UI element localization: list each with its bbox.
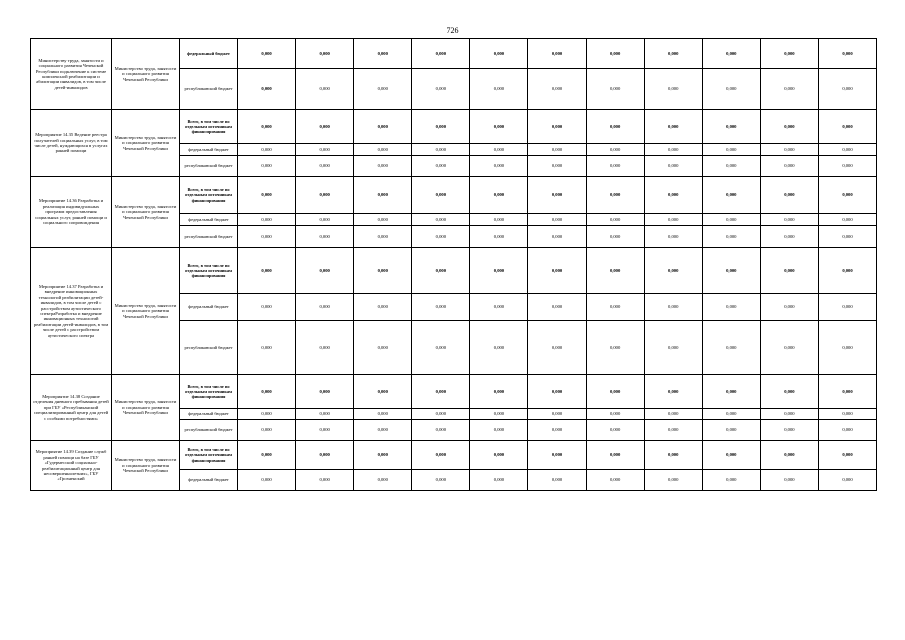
value-cell: 0,000 bbox=[760, 294, 818, 321]
value-cell: 0,000 bbox=[528, 248, 586, 294]
value-cell: 0,000 bbox=[586, 420, 644, 441]
value-cell: 0,000 bbox=[470, 214, 528, 226]
measure-cell: Министерству труда, занятости и социального развития Чеченской Республики подключение к системе комплексной реабилитации и абилитации инвалидов, в том числе детей-инвалидов bbox=[31, 39, 112, 110]
value-cell: 0,000 bbox=[760, 441, 818, 470]
table-row bbox=[31, 248, 877, 294]
funding-source-cell: федеральный бюджет bbox=[180, 470, 238, 491]
value-cell: 0,000 bbox=[760, 409, 818, 420]
value-cell: 0,000 bbox=[354, 156, 412, 177]
value-cell: 0,000 bbox=[354, 177, 412, 214]
value-cell: 0,000 bbox=[702, 144, 760, 156]
value-cell: 0,000 bbox=[296, 226, 354, 248]
value-cell: 0,000 bbox=[644, 441, 702, 470]
value-cell: 0,000 bbox=[528, 470, 586, 491]
value-cell: 0,000 bbox=[818, 294, 876, 321]
value-cell: 0,000 bbox=[586, 177, 644, 214]
value-cell: 0,000 bbox=[238, 294, 296, 321]
value-cell: 0,000 bbox=[644, 409, 702, 420]
value-cell: 0,000 bbox=[412, 248, 470, 294]
value-cell: 0,000 bbox=[644, 294, 702, 321]
value-cell: 0,000 bbox=[644, 144, 702, 156]
value-cell: 0,000 bbox=[586, 39, 644, 69]
funding-source-cell: Всего, в том числе по отдельным источникам финансирования bbox=[180, 441, 238, 470]
value-cell: 0,000 bbox=[412, 156, 470, 177]
value-cell: 0,000 bbox=[702, 69, 760, 110]
value-cell: 0,000 bbox=[760, 248, 818, 294]
measure-cell: Мероприятие 14.36 Разработка и реализация индивидуальных программ предоставления социальных услуг, ранней помощи и социального сопровождения bbox=[31, 177, 112, 248]
value-cell: 0,000 bbox=[412, 294, 470, 321]
value-cell: 0,000 bbox=[412, 420, 470, 441]
value-cell: 0,000 bbox=[760, 177, 818, 214]
funding-source-cell: Всего, в том числе по отдельным источникам финансирования bbox=[180, 110, 238, 144]
value-cell: 0,000 bbox=[644, 214, 702, 226]
value-cell: 0,000 bbox=[412, 110, 470, 144]
value-cell: 0,000 bbox=[702, 156, 760, 177]
value-cell: 0,000 bbox=[760, 321, 818, 375]
funding-source-cell: федеральный бюджет bbox=[180, 214, 238, 226]
value-cell: 0,000 bbox=[760, 420, 818, 441]
value-cell: 0,000 bbox=[586, 294, 644, 321]
value-cell: 0,000 bbox=[412, 39, 470, 69]
value-cell: 0,000 bbox=[528, 375, 586, 409]
value-cell: 0,000 bbox=[412, 321, 470, 375]
funding-source-cell: республиканский бюджет bbox=[180, 226, 238, 248]
value-cell: 0,000 bbox=[760, 470, 818, 491]
value-cell: 0,000 bbox=[644, 39, 702, 69]
value-cell: 0,000 bbox=[818, 226, 876, 248]
executor-cell: Министерство труда, занятости и социального развития Чеченской Республики bbox=[112, 177, 180, 248]
value-cell: 0,000 bbox=[586, 214, 644, 226]
value-cell: 0,000 bbox=[296, 441, 354, 470]
value-cell: 0,000 bbox=[238, 248, 296, 294]
value-cell: 0,000 bbox=[296, 375, 354, 409]
value-cell: 0,000 bbox=[702, 177, 760, 214]
value-cell: 0,000 bbox=[354, 470, 412, 491]
funding-source-cell: федеральный бюджет bbox=[180, 409, 238, 420]
value-cell: 0,000 bbox=[470, 420, 528, 441]
value-cell: 0,000 bbox=[412, 177, 470, 214]
value-cell: 0,000 bbox=[238, 69, 296, 110]
value-cell: 0,000 bbox=[818, 156, 876, 177]
value-cell: 0,000 bbox=[760, 214, 818, 226]
measure-cell: Мероприятие 14.37 Разработка и внедрение инновационных технологий реабилитации детей-инвалидов, в том числе детей с расстройством аутистического спектраРазработка и внедрение инновационных технологий реабилитации детей-инвалидов, в том числе детей с расстройством аутистического спектра bbox=[31, 248, 112, 375]
measure-cell: Мероприятие 14.39 Создание служб ранней помощи на базе ГБУ «Гудермесский социально-реабилитационный центр для несовершеннолетних», ГБУ «Грозненский bbox=[31, 441, 112, 491]
value-cell: 0,000 bbox=[644, 470, 702, 491]
value-cell: 0,000 bbox=[354, 420, 412, 441]
value-cell: 0,000 bbox=[470, 409, 528, 420]
value-cell: 0,000 bbox=[470, 248, 528, 294]
value-cell: 0,000 bbox=[238, 110, 296, 144]
value-cell: 0,000 bbox=[470, 177, 528, 214]
value-cell: 0,000 bbox=[296, 110, 354, 144]
value-cell: 0,000 bbox=[354, 248, 412, 294]
value-cell: 0,000 bbox=[528, 156, 586, 177]
value-cell: 0,000 bbox=[818, 375, 876, 409]
value-cell: 0,000 bbox=[528, 226, 586, 248]
value-cell: 0,000 bbox=[644, 69, 702, 110]
value-cell: 0,000 bbox=[470, 294, 528, 321]
value-cell: 0,000 bbox=[702, 294, 760, 321]
value-cell: 0,000 bbox=[702, 110, 760, 144]
executor-cell: Министерство труда, занятости и социального развития Чеченской Республики bbox=[112, 248, 180, 375]
funding-source-cell: Всего, в том числе по отдельным источникам финансирования bbox=[180, 375, 238, 409]
value-cell: 0,000 bbox=[644, 226, 702, 248]
value-cell: 0,000 bbox=[586, 248, 644, 294]
value-cell: 0,000 bbox=[586, 470, 644, 491]
measure-cell: Мероприятие 14.35 Ведение реестра получателей социальных услуг, в том числе детей, нуждающихся в услугах ранней помощи bbox=[31, 110, 112, 177]
value-cell: 0,000 bbox=[644, 248, 702, 294]
value-cell: 0,000 bbox=[354, 39, 412, 69]
funding-source-cell: Всего, в том числе по отдельным источникам финансирования bbox=[180, 177, 238, 214]
value-cell: 0,000 bbox=[528, 177, 586, 214]
value-cell: 0,000 bbox=[586, 110, 644, 144]
value-cell: 0,000 bbox=[296, 248, 354, 294]
value-cell: 0,000 bbox=[470, 110, 528, 144]
value-cell: 0,000 bbox=[528, 39, 586, 69]
value-cell: 0,000 bbox=[644, 156, 702, 177]
value-cell: 0,000 bbox=[528, 409, 586, 420]
value-cell: 0,000 bbox=[702, 409, 760, 420]
value-cell: 0,000 bbox=[238, 156, 296, 177]
value-cell: 0,000 bbox=[238, 470, 296, 491]
value-cell: 0,000 bbox=[354, 214, 412, 226]
value-cell: 0,000 bbox=[354, 321, 412, 375]
value-cell: 0,000 bbox=[818, 321, 876, 375]
value-cell: 0,000 bbox=[586, 156, 644, 177]
value-cell: 0,000 bbox=[296, 321, 354, 375]
value-cell: 0,000 bbox=[528, 441, 586, 470]
value-cell: 0,000 bbox=[702, 214, 760, 226]
value-cell: 0,000 bbox=[296, 294, 354, 321]
value-cell: 0,000 bbox=[760, 156, 818, 177]
value-cell: 0,000 bbox=[818, 441, 876, 470]
value-cell: 0,000 bbox=[470, 470, 528, 491]
table-row bbox=[31, 375, 877, 409]
value-cell: 0,000 bbox=[354, 144, 412, 156]
value-cell: 0,000 bbox=[760, 144, 818, 156]
value-cell: 0,000 bbox=[644, 321, 702, 375]
value-cell: 0,000 bbox=[470, 39, 528, 69]
value-cell: 0,000 bbox=[644, 110, 702, 144]
value-cell: 0,000 bbox=[818, 69, 876, 110]
table-row bbox=[31, 177, 877, 214]
value-cell: 0,000 bbox=[354, 375, 412, 409]
value-cell: 0,000 bbox=[238, 420, 296, 441]
funding-source-cell: республиканский бюджет bbox=[180, 420, 238, 441]
value-cell: 0,000 bbox=[760, 226, 818, 248]
table-row bbox=[31, 441, 877, 470]
financing-table bbox=[30, 38, 877, 491]
funding-source-cell: республиканский бюджет bbox=[180, 156, 238, 177]
value-cell: 0,000 bbox=[702, 420, 760, 441]
value-cell: 0,000 bbox=[528, 214, 586, 226]
value-cell: 0,000 bbox=[644, 375, 702, 409]
value-cell: 0,000 bbox=[818, 470, 876, 491]
table-row bbox=[31, 39, 877, 69]
value-cell: 0,000 bbox=[412, 470, 470, 491]
value-cell: 0,000 bbox=[586, 375, 644, 409]
value-cell: 0,000 bbox=[354, 226, 412, 248]
executor-cell: Министерство труда, занятости и социального развития Чеченской Республики bbox=[112, 110, 180, 177]
value-cell: 0,000 bbox=[702, 470, 760, 491]
value-cell: 0,000 bbox=[470, 144, 528, 156]
value-cell: 0,000 bbox=[586, 441, 644, 470]
value-cell: 0,000 bbox=[354, 110, 412, 144]
value-cell: 0,000 bbox=[296, 177, 354, 214]
value-cell: 0,000 bbox=[354, 294, 412, 321]
value-cell: 0,000 bbox=[412, 375, 470, 409]
funding-source-cell: федеральный бюджет bbox=[180, 39, 238, 69]
value-cell: 0,000 bbox=[528, 321, 586, 375]
value-cell: 0,000 bbox=[702, 248, 760, 294]
value-cell: 0,000 bbox=[470, 441, 528, 470]
value-cell: 0,000 bbox=[586, 321, 644, 375]
value-cell: 0,000 bbox=[760, 39, 818, 69]
value-cell: 0,000 bbox=[238, 375, 296, 409]
value-cell: 0,000 bbox=[586, 69, 644, 110]
value-cell: 0,000 bbox=[354, 69, 412, 110]
page-number: 726 bbox=[446, 26, 459, 35]
value-cell: 0,000 bbox=[702, 375, 760, 409]
value-cell: 0,000 bbox=[296, 39, 354, 69]
value-cell: 0,000 bbox=[296, 69, 354, 110]
value-cell: 0,000 bbox=[296, 409, 354, 420]
value-cell: 0,000 bbox=[528, 294, 586, 321]
value-cell: 0,000 bbox=[818, 110, 876, 144]
value-cell: 0,000 bbox=[238, 441, 296, 470]
value-cell: 0,000 bbox=[412, 409, 470, 420]
value-cell: 0,000 bbox=[818, 420, 876, 441]
executor-cell: Министерство труда, занятости и социального развития Чеченской Республики bbox=[112, 39, 180, 110]
value-cell: 0,000 bbox=[528, 420, 586, 441]
value-cell: 0,000 bbox=[238, 409, 296, 420]
executor-cell: Министерство труда, занятости и социального развития Чеченской Республики bbox=[112, 441, 180, 491]
value-cell: 0,000 bbox=[818, 409, 876, 420]
funding-source-cell: Всего, в том числе по отдельным источникам финансирования bbox=[180, 248, 238, 294]
executor-cell: Министерство труда, занятости и социального развития Чеченской Республики bbox=[112, 375, 180, 441]
value-cell: 0,000 bbox=[296, 144, 354, 156]
value-cell: 0,000 bbox=[702, 39, 760, 69]
value-cell: 0,000 bbox=[818, 39, 876, 69]
value-cell: 0,000 bbox=[412, 214, 470, 226]
value-cell: 0,000 bbox=[702, 321, 760, 375]
value-cell: 0,000 bbox=[702, 226, 760, 248]
value-cell: 0,000 bbox=[760, 375, 818, 409]
value-cell: 0,000 bbox=[238, 226, 296, 248]
value-cell: 0,000 bbox=[412, 69, 470, 110]
value-cell: 0,000 bbox=[296, 420, 354, 441]
value-cell: 0,000 bbox=[296, 214, 354, 226]
value-cell: 0,000 bbox=[470, 69, 528, 110]
value-cell: 0,000 bbox=[412, 226, 470, 248]
value-cell: 0,000 bbox=[470, 375, 528, 409]
value-cell: 0,000 bbox=[818, 214, 876, 226]
funding-source-cell: республиканский бюджет bbox=[180, 321, 238, 375]
value-cell: 0,000 bbox=[644, 177, 702, 214]
value-cell: 0,000 bbox=[702, 441, 760, 470]
measure-cell: Мероприятие 14.38 Создание отделения дневного пребывания детей при ГБУ «Республиканский специализированный центр для детей с особыми потребностями» bbox=[31, 375, 112, 441]
value-cell: 0,000 bbox=[586, 226, 644, 248]
value-cell: 0,000 bbox=[238, 177, 296, 214]
value-cell: 0,000 bbox=[818, 144, 876, 156]
value-cell: 0,000 bbox=[528, 144, 586, 156]
value-cell: 0,000 bbox=[296, 156, 354, 177]
funding-source-cell: республиканский бюджет bbox=[180, 69, 238, 110]
value-cell: 0,000 bbox=[586, 144, 644, 156]
funding-source-cell: федеральный бюджет bbox=[180, 294, 238, 321]
value-cell: 0,000 bbox=[760, 69, 818, 110]
value-cell: 0,000 bbox=[528, 69, 586, 110]
value-cell: 0,000 bbox=[296, 470, 354, 491]
value-cell: 0,000 bbox=[412, 144, 470, 156]
value-cell: 0,000 bbox=[470, 226, 528, 248]
value-cell: 0,000 bbox=[760, 110, 818, 144]
value-cell: 0,000 bbox=[528, 110, 586, 144]
value-cell: 0,000 bbox=[586, 409, 644, 420]
value-cell: 0,000 bbox=[238, 39, 296, 69]
value-cell: 0,000 bbox=[412, 441, 470, 470]
value-cell: 0,000 bbox=[354, 409, 412, 420]
table-row bbox=[31, 110, 877, 144]
funding-source-cell: федеральный бюджет bbox=[180, 144, 238, 156]
value-cell: 0,000 bbox=[354, 441, 412, 470]
value-cell: 0,000 bbox=[818, 248, 876, 294]
value-cell: 0,000 bbox=[470, 321, 528, 375]
value-cell: 0,000 bbox=[238, 144, 296, 156]
value-cell: 0,000 bbox=[818, 177, 876, 214]
value-cell: 0,000 bbox=[238, 214, 296, 226]
value-cell: 0,000 bbox=[644, 420, 702, 441]
value-cell: 0,000 bbox=[238, 321, 296, 375]
value-cell: 0,000 bbox=[470, 156, 528, 177]
